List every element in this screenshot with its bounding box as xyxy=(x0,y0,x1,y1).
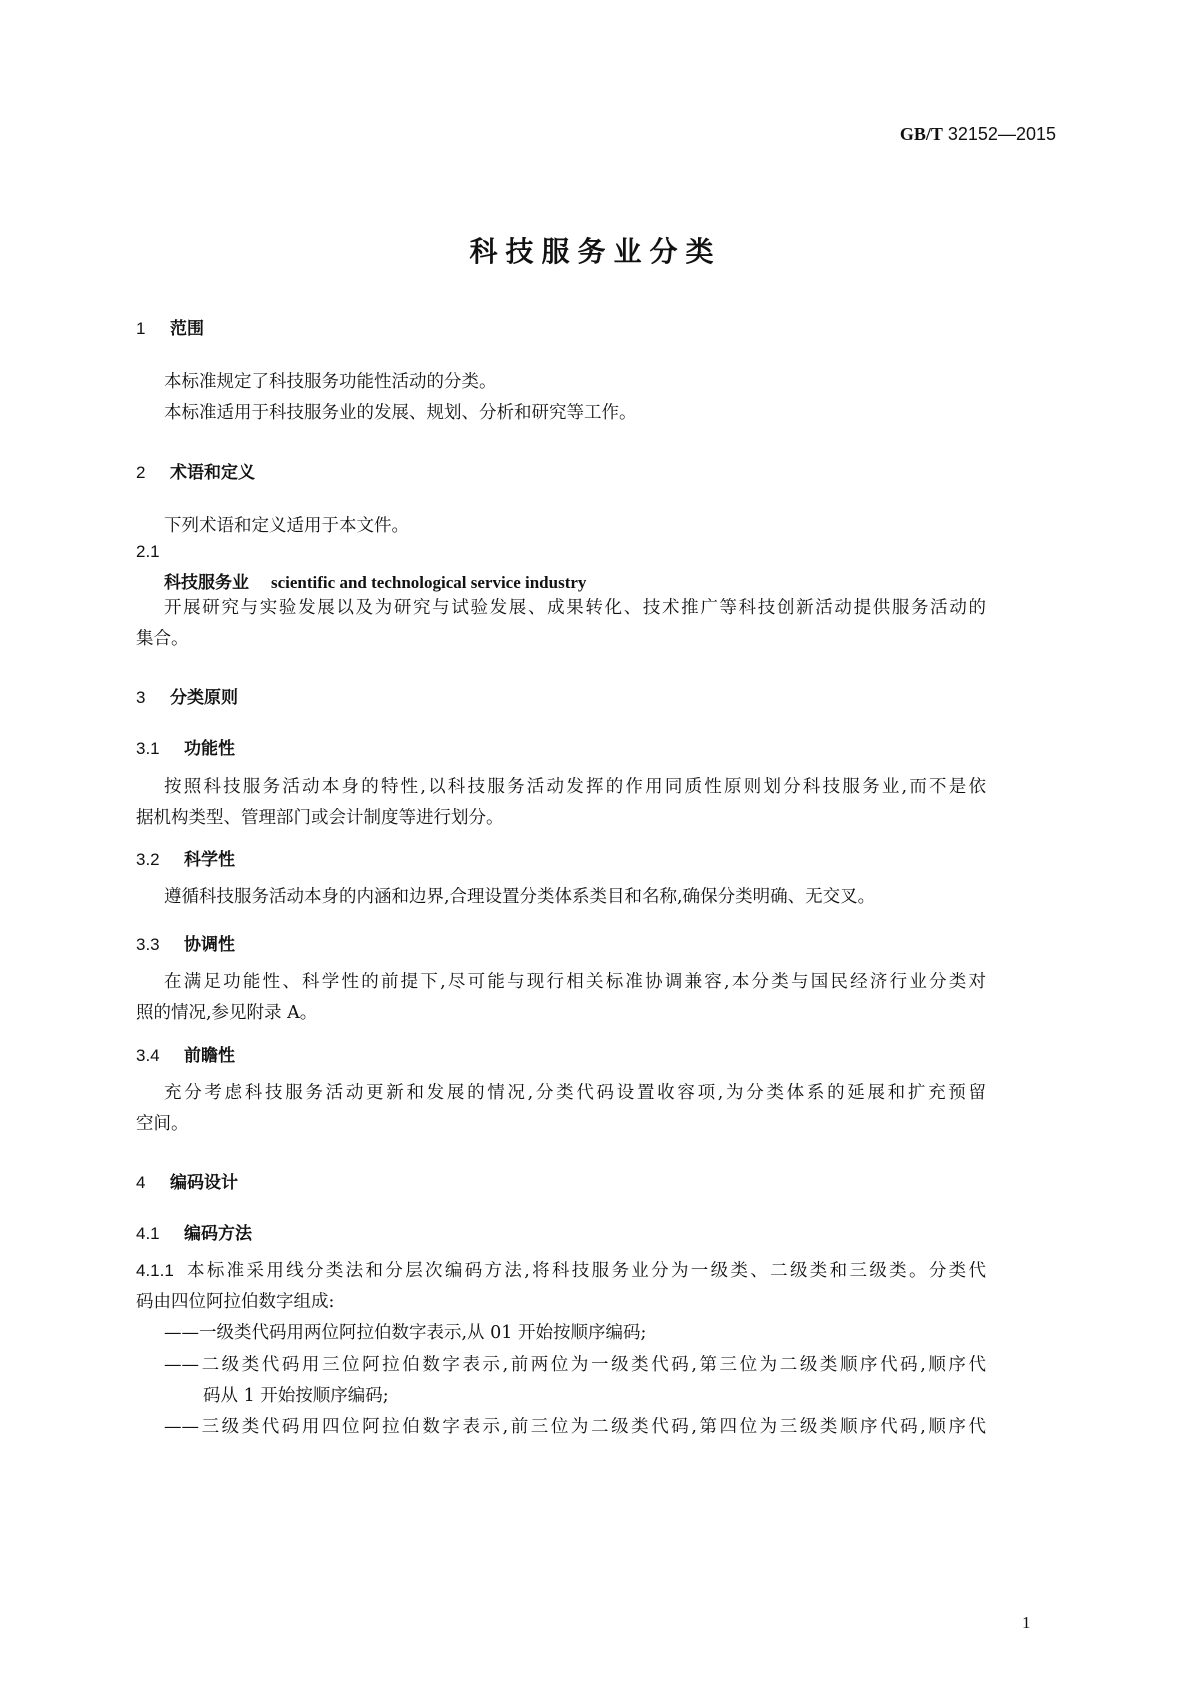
paragraph: 本标准适用于科技服务业的发展、规划、分析和研究等工作。 xyxy=(164,403,637,423)
subsection-heading xyxy=(136,1219,252,1244)
paragraph-line: 按照科技服务活动本身的特性,以科技服务活动发挥的作用同质性原则划分科技服务业,而不是依 xyxy=(164,777,986,797)
paragraph-line: 照的情况,参见附录 A。 xyxy=(136,1003,318,1023)
paragraph-line: 本标准采用线分类法和分层次编码方法,将科技服务业分为一级类、二级类和三级类。分类代 xyxy=(187,1261,986,1281)
subsection-heading xyxy=(136,930,235,955)
standard-code: 32152—2015 xyxy=(947,124,1056,144)
term-number: 2.1 xyxy=(136,542,160,561)
paragraph-line: 遵循科技服务活动本身的内涵和边界,合理设置分类体系类目和名称,确保分类明确、无交叉。 xyxy=(164,887,876,907)
list-item-continuation: 码从 1 开始按顺序编码; xyxy=(203,1386,389,1406)
standard-number xyxy=(900,124,1056,145)
standard-prefix: GB/T xyxy=(899,124,943,144)
paragraph-line: 码由四位阿拉伯数字组成: xyxy=(136,1292,335,1312)
section-heading xyxy=(136,683,238,708)
subsection-heading xyxy=(136,845,235,870)
page-number: 1 xyxy=(1022,1613,1031,1632)
definition-line: 开展研究与实验发展以及为研究与试验发展、成果转化、技术推广等科技创新活动提供服务活动的 xyxy=(164,598,986,618)
section-number: 1 xyxy=(136,319,146,338)
section-heading xyxy=(136,458,255,483)
section-title: 分类原则 xyxy=(170,688,238,708)
subsection-title: 编码方法 xyxy=(184,1224,252,1244)
term-chinese: 科技服务业 xyxy=(164,573,249,593)
paragraph: 本标准规定了科技服务功能性活动的分类。 xyxy=(164,372,497,392)
subsection-heading xyxy=(136,1041,235,1066)
list-item: ——二级类代码用三位阿拉伯数字表示,前两位为一级类代码,第三位为二级类顺序代码,顺序代 xyxy=(164,1355,986,1375)
subsection-title: 科学性 xyxy=(184,850,235,870)
definition-line: 集合。 xyxy=(136,629,189,649)
subsection-number: 3.1 xyxy=(136,739,160,758)
section-title: 术语和定义 xyxy=(170,463,255,483)
section-heading xyxy=(136,314,204,339)
list-item: ——三级类代码用四位阿拉伯数字表示,前三位为二级类代码,第四位为三级类顺序代码,顺序代 xyxy=(164,1417,986,1437)
subsection-number: 4.1 xyxy=(136,1224,160,1243)
section-title: 范围 xyxy=(170,319,204,339)
subsection-title: 功能性 xyxy=(184,739,235,759)
section-heading xyxy=(136,1168,238,1193)
paragraph-line: 空间。 xyxy=(136,1114,189,1134)
section-title: 编码设计 xyxy=(170,1173,238,1193)
section-number: 2 xyxy=(136,463,146,482)
paragraph-line: 在满足功能性、科学性的前提下,尽可能与现行相关标准协调兼容,本分类与国民经济行业分类对 xyxy=(164,972,986,992)
paragraph-line: 据机构类型、管理部门或会计制度等进行划分。 xyxy=(136,808,504,828)
term-english: scientific and technological service industry xyxy=(271,573,587,592)
list-item: ——一级类代码用两位阿拉伯数字表示,从 01 开始按顺序编码; xyxy=(164,1323,647,1343)
document-title: 科技服务业分类 xyxy=(469,235,722,268)
paragraph: 下列术语和定义适用于本文件。 xyxy=(164,516,409,536)
clause-number: 4.1.1 xyxy=(136,1261,174,1280)
subsection-number: 3.4 xyxy=(136,1046,160,1065)
subsection-title: 协调性 xyxy=(184,935,235,955)
section-number: 4 xyxy=(136,1173,146,1192)
subsection-title: 前瞻性 xyxy=(184,1046,235,1066)
paragraph-line: 充分考虑科技服务活动更新和发展的情况,分类代码设置收容项,为分类体系的延展和扩充预留 xyxy=(164,1083,986,1103)
subsection-heading xyxy=(136,734,235,759)
subsection-number: 3.2 xyxy=(136,850,160,869)
subsection-number: 3.3 xyxy=(136,935,160,954)
section-number: 3 xyxy=(136,688,146,707)
term-entry xyxy=(164,568,586,593)
